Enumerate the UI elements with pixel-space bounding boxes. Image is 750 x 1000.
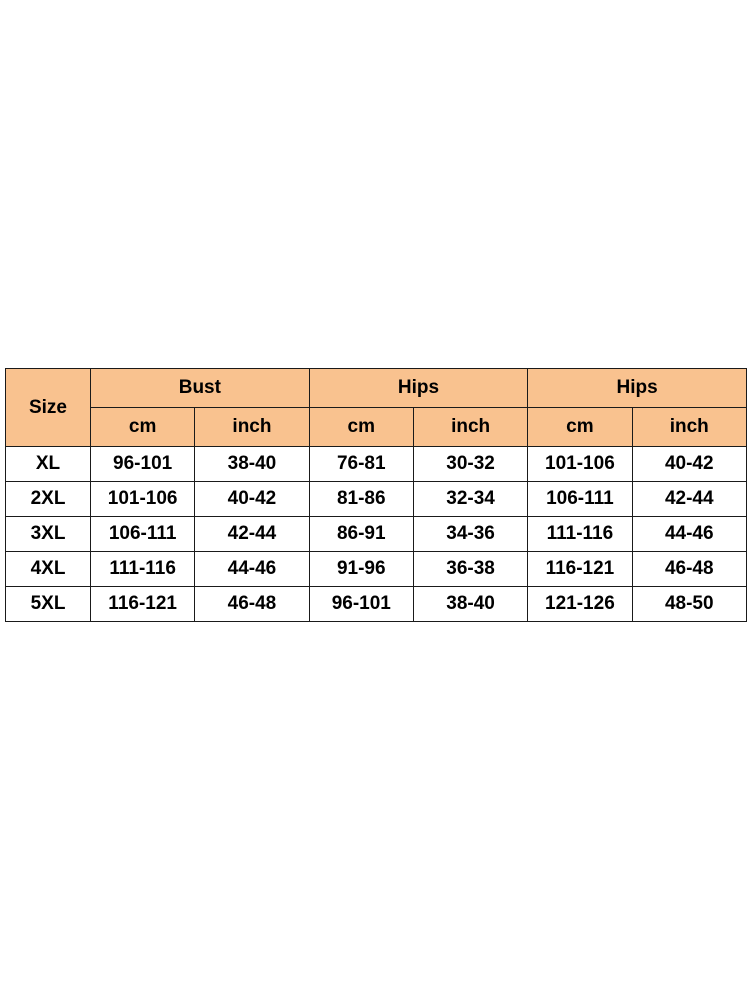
table-cell: 30-32 — [413, 447, 527, 482]
unit-header: cm — [309, 408, 413, 447]
size-chart-table — [5, 368, 747, 622]
table-row — [6, 517, 747, 552]
table-cell: 96-101 — [91, 447, 195, 482]
size-header: Size — [6, 369, 91, 447]
unit-header: inch — [195, 408, 309, 447]
table-cell: 34-36 — [413, 517, 527, 552]
table-row — [6, 447, 747, 482]
table-row — [6, 552, 747, 587]
table-cell: 42-44 — [632, 482, 746, 517]
table-cell: 81-86 — [309, 482, 413, 517]
size-cell: 3XL — [6, 517, 91, 552]
table-cell: 111-116 — [91, 552, 195, 587]
table-cell: 42-44 — [195, 517, 309, 552]
table-cell: 38-40 — [413, 587, 527, 622]
table-cell: 46-48 — [632, 552, 746, 587]
table-cell: 121-126 — [528, 587, 632, 622]
table-cell: 40-42 — [632, 447, 746, 482]
table-cell: 76-81 — [309, 447, 413, 482]
group-header-row — [6, 369, 747, 408]
size-cell: 4XL — [6, 552, 91, 587]
hips-group-header-1: Hips — [309, 369, 528, 408]
unit-header: cm — [528, 408, 632, 447]
table-cell: 111-116 — [528, 517, 632, 552]
table-cell: 38-40 — [195, 447, 309, 482]
table-cell: 106-111 — [528, 482, 632, 517]
size-cell: XL — [6, 447, 91, 482]
table-cell: 116-121 — [91, 587, 195, 622]
table-cell: 101-106 — [528, 447, 632, 482]
unit-header: inch — [632, 408, 746, 447]
table-cell: 44-46 — [195, 552, 309, 587]
unit-header: cm — [91, 408, 195, 447]
table-cell: 44-46 — [632, 517, 746, 552]
size-cell: 2XL — [6, 482, 91, 517]
table-cell: 91-96 — [309, 552, 413, 587]
bust-group-header: Bust — [91, 369, 310, 408]
table-row — [6, 482, 747, 517]
table-cell: 106-111 — [91, 517, 195, 552]
size-cell: 5XL — [6, 587, 91, 622]
table-cell: 32-34 — [413, 482, 527, 517]
unit-header-row — [6, 408, 747, 447]
table-cell: 36-38 — [413, 552, 527, 587]
table-cell: 48-50 — [632, 587, 746, 622]
table-row — [6, 587, 747, 622]
table-cell: 86-91 — [309, 517, 413, 552]
unit-header: inch — [413, 408, 527, 447]
table-cell: 101-106 — [91, 482, 195, 517]
table-cell: 96-101 — [309, 587, 413, 622]
table-cell: 116-121 — [528, 552, 632, 587]
table-cell: 40-42 — [195, 482, 309, 517]
table-cell: 46-48 — [195, 587, 309, 622]
hips-group-header-2: Hips — [528, 369, 747, 408]
